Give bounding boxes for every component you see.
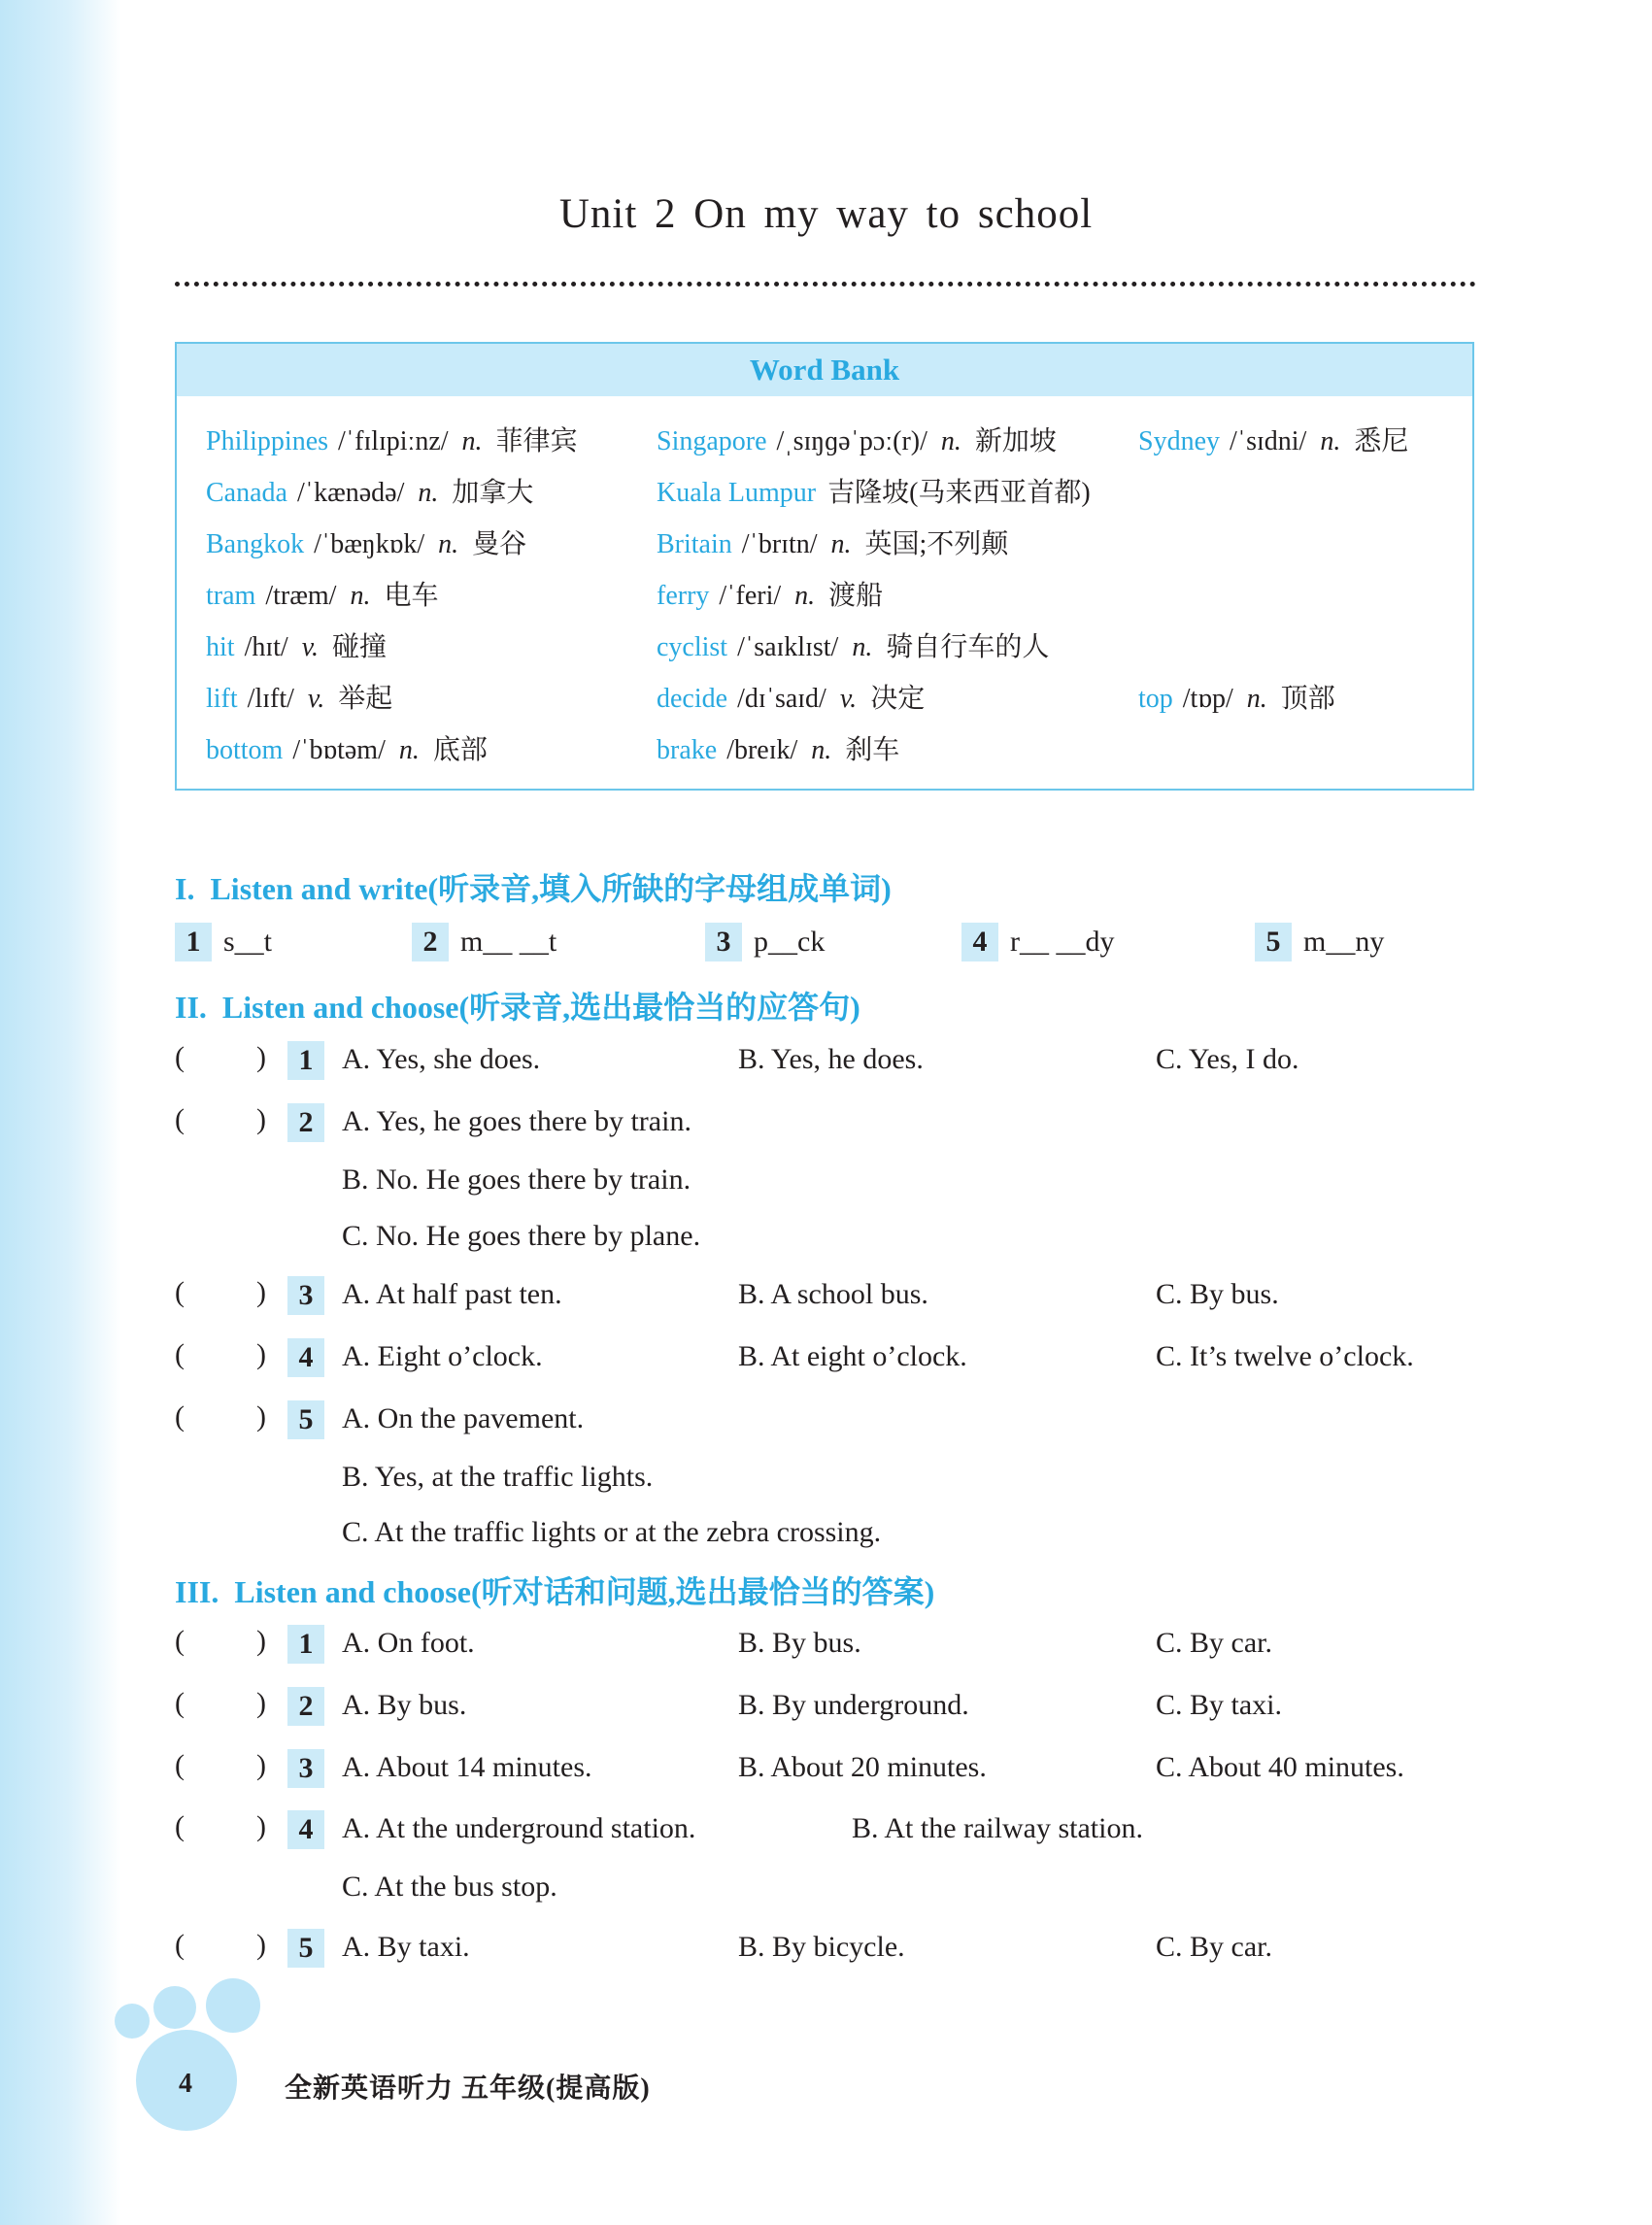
option-a[interactable]: A. Yes, she does. xyxy=(342,1043,541,1075)
word: brake xyxy=(657,735,718,765)
option-b[interactable]: B. By bus. xyxy=(738,1627,861,1659)
side-gradient-band xyxy=(0,0,121,2225)
option-c[interactable]: C. It’s twelve o’clock. xyxy=(1156,1340,1414,1372)
option-b[interactable]: B. About 20 minutes. xyxy=(738,1751,987,1783)
answer-paren-open[interactable]: ( xyxy=(175,1276,185,1308)
meaning: 曼谷 xyxy=(472,529,527,559)
word-entry xyxy=(657,625,1049,664)
option-a[interactable]: A. Yes, he goes there by train. xyxy=(342,1105,691,1137)
meaning: 悉尼 xyxy=(1354,426,1409,456)
word-entry xyxy=(206,420,578,458)
listen-write-item xyxy=(705,923,825,961)
meaning: 骑自行车的人 xyxy=(886,632,1050,662)
meaning: 电车 xyxy=(384,581,439,611)
word-entry xyxy=(657,677,925,716)
word-entry xyxy=(657,728,899,767)
listen-write-item xyxy=(961,923,1115,961)
part-of-speech: n. xyxy=(461,426,483,456)
word-entry xyxy=(206,677,392,716)
option-b[interactable]: B. At the railway station. xyxy=(852,1812,1143,1844)
pronunciation: /ˈsaɪklɪst/ xyxy=(737,632,839,662)
word: lift xyxy=(206,684,238,714)
answer-paren-close: ) xyxy=(256,1929,266,1961)
word: decide xyxy=(657,684,728,714)
part-of-speech: v. xyxy=(307,684,325,714)
section-2-heading xyxy=(175,983,860,1028)
option-a[interactable]: A. On the pavement. xyxy=(342,1402,585,1434)
item-number: 4 xyxy=(961,923,998,961)
question-number: 4 xyxy=(287,1810,324,1849)
question-number: 4 xyxy=(287,1338,324,1377)
word-entry xyxy=(657,574,883,613)
part-of-speech: n. xyxy=(350,581,371,611)
pronunciation: /ˈsɪdni/ xyxy=(1230,426,1307,456)
word-entry xyxy=(206,523,526,561)
option-c[interactable]: C. About 40 minutes. xyxy=(1156,1751,1404,1783)
word: Bangkok xyxy=(206,529,305,559)
word-bank-title: Word Bank xyxy=(177,344,1472,396)
meaning: 底部 xyxy=(432,735,488,765)
word-blank[interactable]: r__ __dy xyxy=(1010,926,1115,958)
answer-paren-open[interactable]: ( xyxy=(175,1810,185,1842)
answer-paren-open[interactable]: ( xyxy=(175,1400,185,1433)
meaning: 顶部 xyxy=(1280,684,1335,714)
meaning: 举起 xyxy=(338,684,393,714)
pronunciation: /ˌsɪŋɡəˈpɔː(r)/ xyxy=(776,426,927,456)
question-number: 1 xyxy=(287,1625,324,1664)
question-number: 2 xyxy=(287,1687,324,1726)
word-entry xyxy=(1138,677,1335,716)
meaning: 吉隆坡(马来西亚首都) xyxy=(827,478,1091,508)
word-entry xyxy=(657,420,1057,458)
part-of-speech: n. xyxy=(830,529,852,559)
word: Britain xyxy=(657,529,732,559)
word-entry xyxy=(657,523,1008,561)
pronunciation: /ˈkænədə/ xyxy=(296,478,405,508)
option-c[interactable]: C. By car. xyxy=(1156,1931,1272,1963)
question-number: 3 xyxy=(287,1749,324,1788)
part-of-speech: n. xyxy=(438,529,459,559)
part-of-speech: n. xyxy=(794,581,816,611)
answer-paren-close: ) xyxy=(256,1687,266,1719)
question-number: 2 xyxy=(287,1103,324,1142)
dotted-divider xyxy=(175,282,1476,287)
answer-paren-close: ) xyxy=(256,1276,266,1308)
meaning: 英国;不列颠 xyxy=(864,529,1009,559)
answer-paren-close: ) xyxy=(256,1041,266,1073)
part-of-speech: n. xyxy=(811,735,832,765)
page-number: 4 xyxy=(179,2069,192,2099)
option-c[interactable]: C. By taxi. xyxy=(1156,1689,1283,1721)
option-a[interactable]: A. On foot. xyxy=(342,1627,475,1659)
pronunciation: /ˈbrɪtn/ xyxy=(741,529,818,559)
word-entry xyxy=(206,625,387,664)
option-b[interactable]: B. Yes, he does. xyxy=(738,1043,924,1075)
pronunciation: /ˈferi/ xyxy=(719,581,782,611)
answer-paren-open[interactable]: ( xyxy=(175,1041,185,1073)
answer-paren-close: ) xyxy=(256,1810,266,1842)
option-b[interactable]: B. A school bus. xyxy=(738,1278,928,1310)
word: Singapore xyxy=(657,426,767,456)
option-c[interactable]: C. By car. xyxy=(1156,1627,1272,1659)
option-b[interactable]: B. No. He goes there by train. xyxy=(342,1163,691,1196)
item-number: 3 xyxy=(705,923,742,961)
word: hit xyxy=(206,632,235,662)
word-blank[interactable]: m__ny xyxy=(1303,926,1385,958)
word-blank[interactable]: p__ck xyxy=(754,926,826,958)
pronunciation: /hɪt/ xyxy=(244,632,288,662)
word: tram xyxy=(206,581,256,611)
option-a[interactable]: A. At the underground station. xyxy=(342,1812,696,1844)
part-of-speech: v. xyxy=(839,684,858,714)
item-number: 2 xyxy=(412,923,449,961)
meaning: 渡船 xyxy=(828,581,884,611)
part-of-speech: n. xyxy=(852,632,873,662)
pronunciation: /træm/ xyxy=(265,581,337,611)
section-numeral: II. xyxy=(175,990,207,1025)
answer-paren-open[interactable]: ( xyxy=(175,1687,185,1719)
option-b[interactable]: B. Yes, at the traffic lights. xyxy=(342,1461,654,1493)
question-number: 5 xyxy=(287,1400,324,1439)
option-b[interactable]: B. By bicycle. xyxy=(738,1931,905,1963)
option-a[interactable]: A. By taxi. xyxy=(342,1931,470,1963)
option-a[interactable]: A. By bus. xyxy=(342,1689,467,1721)
answer-paren-open[interactable]: ( xyxy=(175,1103,185,1135)
pronunciation: /breɪk/ xyxy=(726,735,798,765)
pronunciation: /tɒp/ xyxy=(1182,684,1233,714)
part-of-speech: n. xyxy=(1246,684,1267,714)
word: Kuala Lumpur xyxy=(657,478,817,508)
listen-write-item xyxy=(175,923,272,961)
section-title: Listen and choose(听对话和问题,选出最恰当的答案) xyxy=(234,1574,935,1609)
pronunciation: /lɪft/ xyxy=(247,684,294,714)
part-of-speech: v. xyxy=(301,632,320,662)
answer-paren-open[interactable]: ( xyxy=(175,1625,185,1657)
word: top xyxy=(1138,684,1173,714)
section-title: Listen and choose(听录音,选出最恰当的应答句) xyxy=(221,990,860,1025)
question-number: 5 xyxy=(287,1929,324,1968)
option-c[interactable]: C. At the traffic lights or at the zebra crossing. xyxy=(342,1516,882,1548)
pronunciation: /ˈfɪlɪpiːnz/ xyxy=(338,426,449,456)
item-number: 5 xyxy=(1255,923,1292,961)
page-title: Unit 2 On my way to school xyxy=(558,191,1094,237)
paw-toe-icon xyxy=(206,1978,260,2033)
listen-write-item xyxy=(412,923,556,961)
word-blank[interactable]: s__t xyxy=(223,926,273,958)
answer-paren-close: ) xyxy=(256,1749,266,1781)
section-numeral: I. xyxy=(175,871,195,906)
pronunciation: /dɪˈsaɪd/ xyxy=(737,684,826,714)
paw-toe-icon xyxy=(153,1986,196,2029)
word-entry xyxy=(206,574,438,613)
word-entry xyxy=(1138,420,1408,458)
section-title: Listen and write(听录音,填入所缺的字母组成单词) xyxy=(210,871,892,906)
answer-paren-open[interactable]: ( xyxy=(175,1749,185,1781)
answer-paren-close: ) xyxy=(256,1625,266,1657)
option-c[interactable]: C. No. He goes there by plane. xyxy=(342,1220,701,1252)
option-a[interactable]: A. At half past ten. xyxy=(342,1278,562,1310)
listen-write-item xyxy=(1255,923,1384,961)
option-c[interactable]: C. By bus. xyxy=(1156,1278,1279,1310)
answer-paren-close: ) xyxy=(256,1400,266,1433)
word-entry xyxy=(657,471,1091,510)
section-3-heading xyxy=(175,1568,934,1612)
word: Philippines xyxy=(206,426,329,456)
option-b[interactable]: B. At eight o’clock. xyxy=(738,1340,967,1372)
part-of-speech: n. xyxy=(418,478,439,508)
option-a[interactable]: A. About 14 minutes. xyxy=(342,1751,592,1783)
answer-paren-close: ) xyxy=(256,1103,266,1135)
pronunciation: /ˈbɒtəm/ xyxy=(292,735,386,765)
meaning: 刹车 xyxy=(845,735,900,765)
part-of-speech: n. xyxy=(1320,426,1341,456)
word: ferry xyxy=(657,581,710,611)
option-c[interactable]: C. At the bus stop. xyxy=(342,1871,557,1903)
question-number: 3 xyxy=(287,1276,324,1315)
meaning: 加拿大 xyxy=(452,478,534,508)
section-numeral: III. xyxy=(175,1574,219,1609)
option-b[interactable]: B. By underground. xyxy=(738,1689,969,1721)
word: Canada xyxy=(206,478,287,508)
option-a[interactable]: A. Eight o’clock. xyxy=(342,1340,543,1372)
meaning: 决定 xyxy=(870,684,926,714)
word-blank[interactable]: m__ __t xyxy=(460,926,557,958)
meaning: 菲律宾 xyxy=(495,426,578,456)
paw-toe-icon xyxy=(115,2004,150,2039)
word-entry xyxy=(206,728,488,767)
answer-paren-close: ) xyxy=(256,1338,266,1370)
book-title: 全新英语听力 五年级(提高版) xyxy=(285,2073,651,2104)
answer-paren-open[interactable]: ( xyxy=(175,1929,185,1961)
word: bottom xyxy=(206,735,284,765)
part-of-speech: n. xyxy=(398,735,420,765)
word-bank-box xyxy=(175,342,1474,791)
meaning: 新加坡 xyxy=(974,426,1057,456)
option-c[interactable]: C. Yes, I do. xyxy=(1156,1043,1299,1075)
word: cyclist xyxy=(657,632,728,662)
word-entry xyxy=(206,471,533,510)
part-of-speech: n. xyxy=(940,426,961,456)
question-number: 1 xyxy=(287,1041,324,1080)
answer-paren-open[interactable]: ( xyxy=(175,1338,185,1370)
pronunciation: /ˈbæŋkɒk/ xyxy=(314,529,425,559)
item-number: 1 xyxy=(175,923,212,961)
section-1-heading xyxy=(175,864,892,909)
word: Sydney xyxy=(1138,426,1220,456)
meaning: 碰撞 xyxy=(332,632,388,662)
